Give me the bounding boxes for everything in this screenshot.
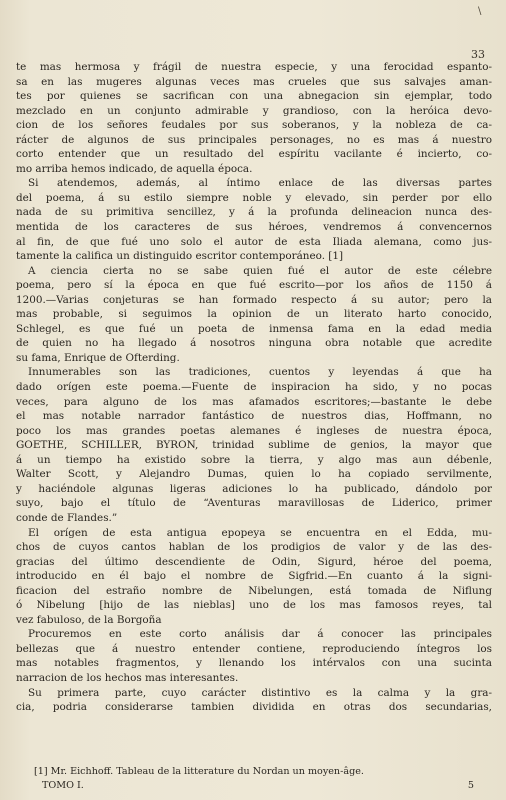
text-line: mo arriba hemos indicado, de aquella época.: [16, 162, 253, 175]
text-line: Schlegel, es que fué un poeta de inmensa fama en la edad media: [16, 322, 492, 335]
body-text: [16, 60, 492, 715]
text-line: Si atendemos, además, al íntimo enlace de las diversas partes: [28, 177, 492, 190]
text-line: Procuremos en este corto análisis dar á conocer las principales: [28, 628, 492, 641]
text-line: tes por quienes se sacrifican con una abnegacion sin ejemplar, todo: [16, 90, 492, 103]
text-line: del poema, á su estilo siempre noble y elevado, sin perder por ello: [16, 191, 492, 204]
text-line: nada de su primitiva sencillez, y á la profunda delineacion nunca des-: [16, 206, 492, 219]
text-line: de quien no ha llegado á nosotros ninguna obra notable que acredite: [16, 337, 492, 350]
text-line: ó Nibelung [hijo de las nieblas] uno de los mas famosos reyes, tal: [16, 599, 492, 612]
text-line: veces, para alguno de los mas afamados escritores;—bastante le debe: [16, 395, 492, 408]
text-line: mentida de los caracteres de sus héroes, vendremos á convencernos: [16, 221, 492, 234]
text-line: Innumerables son las tradiciones, cuentos y leyendas á que ha: [28, 366, 492, 379]
text-line: sa en las mugeres algunas veces mas crueles que sus salvajes aman-: [16, 75, 492, 88]
text-line: 1200.—Varias conjeturas se han formado respecto á su autor; pero la: [16, 293, 492, 306]
text-line: poco los mas grandes poetas alemanes é ingleses de nuestra época,: [16, 424, 492, 437]
text-line: mas notables fragmentos, y llenando los intérvalos con una sucinta: [16, 657, 492, 670]
text-line: introducido en él bajo el nombre de Sigfrid.—En cuanto á la signi-: [16, 570, 492, 583]
text-line: A ciencia cierta no se sabe quien fué el autor de este célebre: [28, 264, 492, 277]
text-line: bellezas que á nuestro entender contiene, reproduciendo íntegros los: [16, 642, 492, 655]
text-line: y haciéndole algunas ligeras adiciones lo ha publicado, dándolo por: [16, 482, 492, 495]
text-line: Su primera parte, cuyo carácter distintivo es la calma y la gra-: [28, 686, 492, 699]
text-line: ficacion del estraño nombre de Nibelungen, está tomada de Niflung: [16, 584, 492, 597]
text-line: el mas notable narrador fantástico de nuestros dias, Hoffmann, no: [16, 410, 492, 423]
text-line: cion de los señores feudales por sus soberanos, y la nobleza de ca-: [16, 119, 492, 132]
text-line: mezclado en un conjunto admirable y grandioso, con la heróica devo-: [16, 104, 492, 117]
text-line: corto entender que un resultado del espíritu vacilante é incierto, co-: [16, 148, 492, 161]
text-line: á un tiempo ha existido sobre la tierra, y algo mas aun débenle,: [16, 453, 492, 466]
text-line: dado orígen este poema.—Fuente de inspiracion ha sido, y no pocas: [16, 381, 492, 394]
text-line: al fin, de que fué uno solo el autor de esta Iliada alemana, como jus-: [16, 235, 492, 248]
text-line: conde de Flandes.”: [16, 511, 118, 524]
text-line: narracion de los hechos mas interesantes.: [16, 671, 239, 684]
text-line: su fama, Enrique de Ofterding.: [16, 351, 180, 364]
text-line: GOETHE, SCHILLER, BYRON, trinidad sublime de genios, la mayor que: [16, 439, 492, 452]
page-footer: [42, 779, 474, 792]
text-line: chos de cuyos cantos hablan de los prodigios de valor y de las des-: [16, 541, 492, 554]
text-line: suyo, bajo el título de “Aventuras maravillosas de Liderico, primer: [16, 497, 492, 510]
page-number: 33: [471, 48, 485, 61]
corner-mark: \: [478, 6, 482, 17]
footnote: [1] Mr. Eichhoff. Tableau de la litterature du Nordan un moyen-âge.: [34, 766, 364, 777]
text-line: te mas hermosa y frágil de nuestra especie, y una ferocidad espanto-: [16, 61, 492, 73]
text-line: gracias del último descendiente de Odin, Sigurd, héroe del poema,: [16, 555, 492, 568]
text-line: mas probable, si seguimos la opinion de un literato harto conocido,: [16, 308, 492, 321]
text-line: cia, podria considerarse tambien dividida en otras dos secundarias,: [16, 701, 492, 714]
text-line: rácter de algunos de sus principales personages, no es mas á nuestro: [16, 133, 492, 146]
text-line: vez fabuloso, de la Borgoña: [16, 613, 162, 626]
volume-label: TOMO I.: [42, 780, 84, 791]
text-line: Walter Scott, y Alejandro Dumas, quien lo ha copiado servilmente,: [16, 468, 492, 481]
text-line: poema, pero sí la época en que fué escrito—por los años de 1150 á: [16, 279, 492, 292]
text-line: El orígen de esta antigua epopeya se encuentra en el Edda, mu-: [28, 526, 492, 539]
signature-mark: 5: [467, 780, 474, 791]
text-line: tamente la califica un distinguido escritor contemporáneo. [1]: [16, 250, 344, 263]
